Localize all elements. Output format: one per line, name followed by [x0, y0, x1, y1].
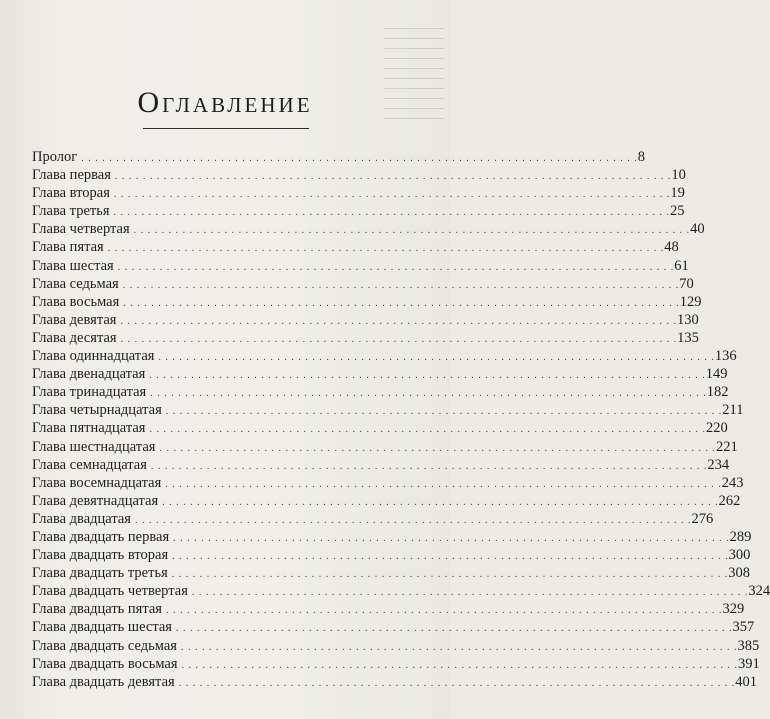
dot-leader: . . . . . . . . . . . . . . . . . . . . . . . . . . . . . . . . . . . . . . . . . . . . . . . . . . . . . . . . . . . . . . . . . . . . . . . . . . . . . . . . — [117, 261, 675, 273]
toc-entry-page-number: 10 — [671, 167, 686, 184]
toc-entry-page-number: 329 — [722, 601, 745, 618]
toc-entry — [32, 474, 744, 492]
toc-entry-title: Глава семнадцатая — [32, 456, 147, 473]
dot-leader: . . . . . . . . . . . . . . . . . . . . . . . . . . . . . . . . . . . . . . . . . . . . . . . . . . . . . . . . . . . . . . . . . . . . . . . . . . . . . . . . — [149, 424, 706, 436]
toc-entry-title: Глава девятнадцатая — [32, 492, 159, 509]
toc-entry-page-number: 324 — [748, 583, 770, 600]
toc-entry-page-number: 19 — [670, 185, 685, 202]
toc-entry-page-number: 40 — [690, 221, 705, 238]
dot-leader: . . . . . . . . . . . . . . . . . . . . . . . . . . . . . . . . . . . . . . . . . . . . . . . . . . . . . . . . . . . . . . . . . . . . . . . . . . . . . . . . — [175, 623, 733, 635]
dot-leader: . . . . . . . . . . . . . . . . . . . . . . . . . . . . . . . . . . . . . . . . . . . . . . . . . . . . . . . . . . . . . . . . . . . . . . . . . . . . . . . . — [120, 315, 677, 327]
dot-leader: . . . . . . . . . . . . . . . . . . . . . . . . . . . . . . . . . . . . . . . . . . . . . . . . . . . . . . . . . . . . . . . . . . . . . . . . . . . . . . . . — [159, 442, 716, 454]
toc-entry-page-number: 48 — [664, 239, 679, 256]
dot-leader: . . . . . . . . . . . . . . . . . . . . . . . . . . . . . . . . . . . . . . . . . . . . . . . . . . . . . . . . . . . . . . . . . . . . . . . . . . . . . . . . — [173, 532, 730, 544]
toc-entry-title: Глава двадцать седьмая — [32, 637, 177, 654]
toc-entry-page-number: 221 — [715, 438, 738, 455]
toc-entry — [32, 600, 745, 618]
toc-entry-page-number: 357 — [732, 619, 755, 636]
toc-entry-page-number: 129 — [679, 293, 702, 310]
toc-entry — [32, 510, 714, 528]
dot-leader: . . . . . . . . . . . . . . . . . . . . . . . . . . . . . . . . . . . . . . . . . . . . . . . . . . . . . . . . . . . . . . . . . . . . . . . . . . . . . . . . — [180, 641, 738, 653]
dot-leader: . . . . . . . . . . . . . . . . . . . . . . . . . . . . . . . . . . . . . . . . . . . . . . . . . . . . . . . . . . . . . . . . . . . . . . . . . . . . . . . . — [122, 279, 680, 291]
toc-entry-title: Глава двадцать третья — [32, 565, 168, 582]
toc-entry-title: Глава двадцать шестая — [32, 619, 172, 636]
dot-leader: . . . . . . . . . . . . . . . . . . . . . . . . . . . . . . . . . . . . . . . . . . . . . . . . . . . . . . . . . . . . . . . . . . . . . . . . . . . . . . . . — [165, 605, 723, 617]
dot-leader: . . . . . . . . . . . . . . . . . . . . . . . . . . . . . . . . . . . . . . . . . . . . . . . . . . . . . . . . . . . . . . . . . . . . . . . . . . . . . . . . — [165, 406, 723, 418]
toc-entry-title: Глава двадцать четвертая — [32, 583, 188, 600]
dot-leader: . . . . . . . . . . . . . . . . . . . . . . . . . . . . . . . . . . . . . . . . . . . . . . . . . . . . . . . . . . . . . . . . . . . . . . . . . . . . . . . . — [165, 478, 722, 490]
title-underline — [143, 128, 309, 129]
toc-entry-page-number: 135 — [677, 329, 699, 346]
toc-entry — [32, 148, 645, 166]
toc-entry-title: Глава пятнадцатая — [32, 420, 146, 437]
toc-entry-page-number: 8 — [637, 149, 645, 165]
toc-entry-page-number: 391 — [738, 655, 760, 672]
toc-entry-title: Глава девятая — [32, 311, 117, 328]
toc-entry-title: Глава двадцать пятая — [32, 601, 162, 618]
toc-entry-page-number: 308 — [728, 565, 750, 582]
show-through-text — [384, 28, 444, 138]
toc-entry — [32, 293, 702, 311]
toc-entry-title: Глава двадцать вторая — [32, 547, 169, 564]
toc-entry-title: Глава четырнадцатая — [32, 402, 162, 419]
dot-leader: . . . . . . . . . . . . . . . . . . . . . . . . . . . . . . . . . . . . . . . . . . . . . . . . . . . . . . . . . . . . . . . . . . . . . . . . . . . . . . . . — [123, 297, 680, 309]
toc-entry-page-number: 182 — [706, 384, 729, 401]
dot-leader: . . . . . . . . . . . . . . . . . . . . . . . . . . . . . . . . . . . . . . . . . . . . . . . . . . . . . . . . . . . . . . . . . . . . . . . . . . . . . . . . — [113, 207, 670, 219]
toc-entry-title: Глава восьмая — [32, 293, 120, 310]
toc-entry-page-number: 61 — [674, 257, 689, 274]
dot-leader: . . . . . . . . . . . . . . . . . . . . . . . . . . . . . . . . . . . . . . . . . . . . . . . . . . . . . . . . . . . . . . . . . . . . . . . . . . . . . . . . — [133, 225, 691, 237]
dot-leader: . . . . . . . . . . . . . . . . . . . . . . . . . . . . . . . . . . . . . . . . . . . . . . . . . . . . . . . . . . . . . . . . . . . . . . . . . . . . . . . . — [149, 370, 706, 382]
toc-entry — [32, 419, 728, 437]
toc-entry-title: Глава двадцать девятая — [32, 673, 175, 690]
toc-entry-page-number: 25 — [670, 203, 685, 220]
dot-leader: . . . . . . . . . . . . . . . . . . . . . . . . . . . . . . . . . . . . . . . . . . . . . . . . . . . . . . . . . . . . . . . . . . . . . . . . . . . . . . . . — [162, 496, 719, 508]
dot-leader: . . . . . . . . . . . . . . . . . . . . . . . . . . . . . . . . . . . . . . . . . . . . . . . . . . . . . . . . . . . . . . . . . . . . . . . . . . . . . . . . — [158, 352, 715, 364]
toc-entry-page-number: 243 — [721, 474, 744, 491]
toc-entry-page-number: 211 — [722, 402, 744, 419]
dot-leader: . . . . . . . . . . . . . . . . . . . . . . . . . . . . . . . . . . . . . . . . . . . . . . . . . . . . . . . . . . . . . . . . . . . . . . . . . . . . . . . . — [81, 153, 638, 164]
toc-entry — [32, 257, 689, 275]
toc-entry-page-number: 220 — [705, 420, 728, 437]
dot-leader: . . . . . . . . . . . . . . . . . . . . . . . . . . . . . . . . . . . . . . . . . . . . . . . . . . . . . . . . . . . . . . . . . . . . . . . . . . . . . . . . — [178, 677, 736, 689]
toc-entry-title: Глава седьмая — [32, 275, 119, 292]
dot-leader: . . . . . . . . . . . . . . . . . . . . . . . . . . . . . . . . . . . . . . . . . . . . . . . . . . . . . . . . . . . . . . . . . . . . . . . . . . . . . . . . — [120, 333, 678, 345]
toc-entry-page-number: 401 — [735, 673, 757, 690]
toc-entry — [32, 383, 729, 401]
dot-leader: . . . . . . . . . . . . . . . . . . . . . . . . . . . . . . . . . . . . . . . . . . . . . . . . . . . . . . . . . . . . . . . . . . . . . . . . . . . . . . . . — [114, 171, 672, 183]
toc-entry — [32, 401, 744, 419]
table-of-contents — [32, 148, 770, 691]
toc-entry — [32, 438, 738, 456]
toc-entry — [32, 220, 705, 238]
toc-entry — [32, 673, 757, 691]
dot-leader: . . . . . . . . . . . . . . . . . . . . . . . . . . . . . . . . . . . . . . . . . . . . . . . . . . . . . . . . . . . . . . . . . . . . . . . . . . . . . . . . — [107, 243, 665, 255]
toc-entry — [32, 456, 730, 474]
toc-entry — [32, 347, 737, 365]
toc-entry — [32, 528, 752, 546]
toc-entry — [32, 166, 686, 184]
toc-entry — [32, 311, 699, 329]
toc-entry — [32, 238, 679, 256]
toc-entry-page-number: 262 — [718, 492, 741, 509]
toc-entry-title: Глава шестнадцатая — [32, 438, 156, 455]
toc-entry-title: Пролог — [32, 149, 78, 165]
toc-entry-title: Глава восемнадцатая — [32, 474, 162, 491]
dot-leader: . . . . . . . . . . . . . . . . . . . . . . . . . . . . . . . . . . . . . . . . . . . . . . . . . . . . . . . . . . . . . . . . . . . . . . . . . . . . . . . . — [171, 569, 729, 581]
toc-entry — [32, 184, 685, 202]
toc-entry-page-number: 136 — [714, 348, 737, 365]
toc-entry — [32, 655, 760, 673]
toc-entry-page-number: 234 — [707, 456, 730, 473]
toc-entry-title: Глава третья — [32, 203, 110, 220]
toc-entry-title: Глава тринадцатая — [32, 384, 147, 401]
toc-entry-title: Глава первая — [32, 167, 111, 184]
toc-entry — [32, 582, 770, 600]
toc-entry-page-number: 276 — [691, 510, 714, 527]
toc-entry-title: Глава вторая — [32, 185, 110, 202]
toc-entry-page-number: 130 — [676, 311, 699, 328]
toc-entry-page-number: 289 — [729, 528, 752, 545]
toc-entry-page-number: 149 — [705, 366, 728, 383]
page-title: Оглавление — [137, 86, 313, 119]
toc-entry-title: Глава двадцать первая — [32, 528, 170, 545]
toc-entry-title: Глава десятая — [32, 329, 117, 346]
dot-leader: . . . . . . . . . . . . . . . . . . . . . . . . . . . . . . . . . . . . . . . . . . . . . . . . . . . . . . . . . . . . . . . . . . . . . . . . . . . . . . . . — [134, 514, 692, 526]
dot-leader: . . . . . . . . . . . . . . . . . . . . . . . . . . . . . . . . . . . . . . . . . . . . . . . . . . . . . . . . . . . . . . . . . . . . . . . . . . . . . . . . — [172, 551, 729, 563]
toc-entry-title: Глава двадцать восьмая — [32, 655, 178, 672]
dot-leader: . . . . . . . . . . . . . . . . . . . . . . . . . . . . . . . . . . . . . . . . . . . . . . . . . . . . . . . . . . . . . . . . . . . . . . . . . . . . . . . . — [181, 659, 739, 671]
dot-leader: . . . . . . . . . . . . . . . . . . . . . . . . . . . . . . . . . . . . . . . . . . . . . . . . . . . . . . . . . . . . . . . . . . . . . . . . . . . . . . . . — [150, 388, 707, 400]
toc-entry — [32, 202, 685, 220]
toc-entry — [32, 546, 751, 564]
toc-entry — [32, 365, 728, 383]
toc-entry-page-number: 300 — [728, 547, 751, 564]
dot-leader: . . . . . . . . . . . . . . . . . . . . . . . . . . . . . . . . . . . . . . . . . . . . . . . . . . . . . . . . . . . . . . . . . . . . . . . . . . . . . . . . — [191, 587, 749, 599]
toc-entry-title: Глава шестая — [32, 257, 114, 274]
toc-entry-title: Глава пятая — [32, 239, 104, 256]
toc-entry — [32, 637, 760, 655]
toc-entry — [32, 275, 694, 293]
toc-entry-title: Глава четвертая — [32, 221, 130, 238]
toc-entry — [32, 329, 699, 347]
toc-entry-title: Глава двенадцатая — [32, 366, 146, 383]
toc-entry-page-number: 385 — [737, 637, 760, 654]
toc-entry-title: Глава одиннадцатая — [32, 348, 155, 365]
toc-entry-page-number: 70 — [679, 275, 694, 292]
toc-entry — [32, 618, 755, 636]
dot-leader: . . . . . . . . . . . . . . . . . . . . . . . . . . . . . . . . . . . . . . . . . . . . . . . . . . . . . . . . . . . . . . . . . . . . . . . . . . . . . . . . — [150, 460, 708, 472]
dot-leader: . . . . . . . . . . . . . . . . . . . . . . . . . . . . . . . . . . . . . . . . . . . . . . . . . . . . . . . . . . . . . . . . . . . . . . . . . . . . . . . . — [113, 189, 671, 201]
toc-entry — [32, 564, 750, 582]
toc-entry — [32, 492, 741, 510]
toc-entry-title: Глава двадцатая — [32, 510, 131, 527]
